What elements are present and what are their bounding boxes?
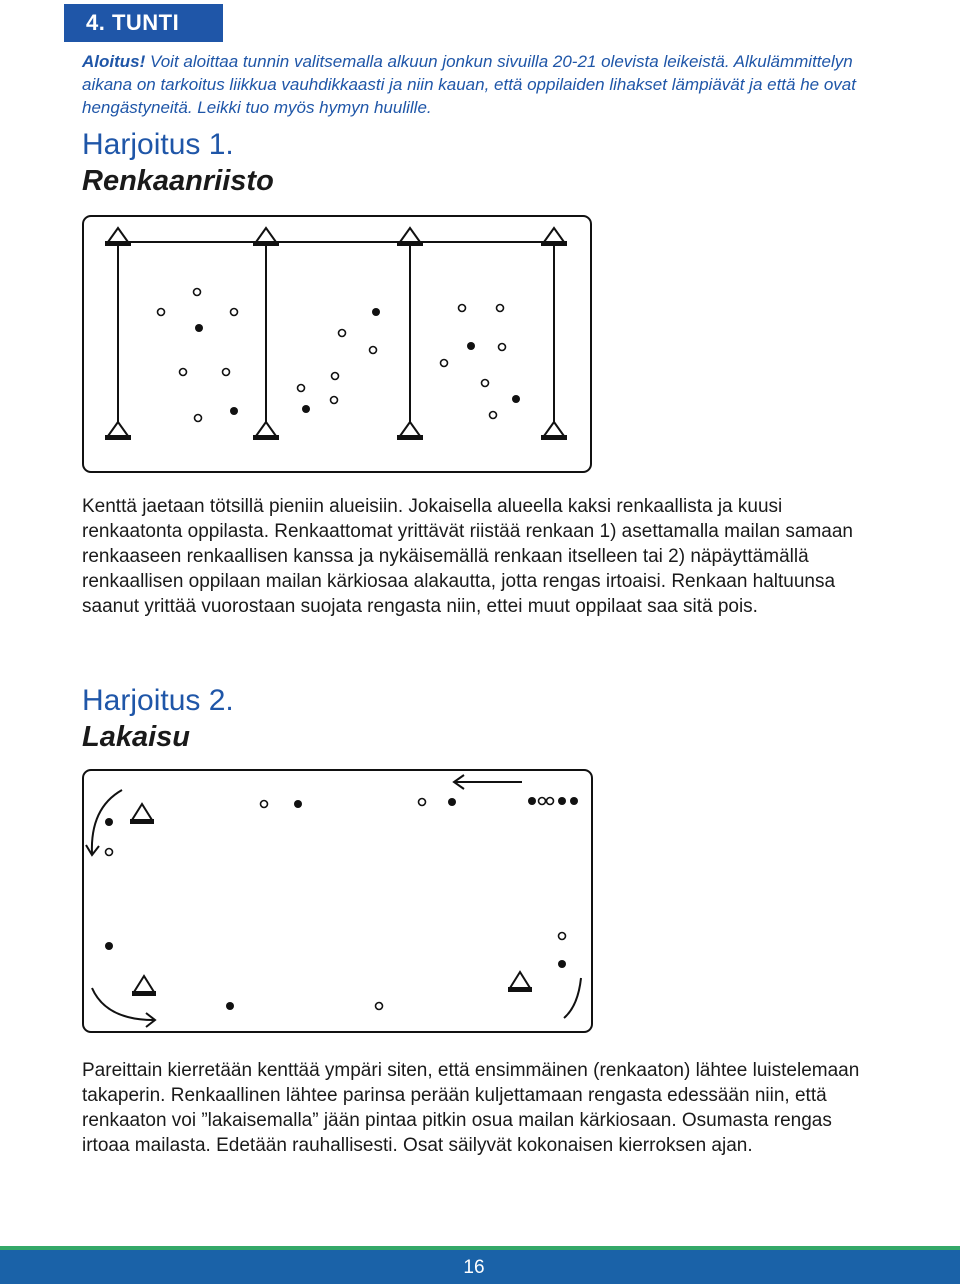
player-with-ring: [467, 342, 475, 350]
player-with-ring: [105, 942, 113, 950]
player-without-ring: [158, 309, 165, 316]
exercise-2-description: Pareittain kierretään kenttää ympäri siten, että ensimmäinen (renkaaton) lähtee luistelemaan takaperin. Renkaallinen lähtee parinsa perään kuljettamaan rengasta edessään niin, että renkaaton voi ”lakaisemalla” jään pintaa pitkin osua mailan kärkiosaan. Osumasta rengas irtoaa mailasta. Edetään rauhallisesti. Osat säilyvät kokonaisen kierroksen ajan.: [82, 1060, 860, 1156]
player-without-ring: [490, 412, 497, 419]
player-without-ring: [194, 289, 201, 296]
player-without-ring: [419, 799, 426, 806]
player-without-ring: [298, 385, 305, 392]
player-with-ring: [302, 405, 310, 413]
intro-text: Voit aloittaa tunnin valitsemalla alkuun jonkun sivuilla 20-21 olevista leikeistä. Alkulämmittelyn aikana on tarkoitus liikkua vauhdikkaasti ja niin kauan, että oppilaiden lihakset lämpiävät ja että he ovat hengästyneitä. Leikki tuo myös hymyn huulille.: [82, 52, 856, 117]
player-with-ring: [226, 1002, 234, 1010]
player-without-ring: [370, 347, 377, 354]
exercise-2-title: Lakaisu: [82, 721, 190, 753]
cone-icon: [542, 422, 566, 439]
player-without-ring: [331, 397, 338, 404]
exercise-1-diagram: [76, 212, 596, 476]
player-without-ring: [499, 344, 506, 351]
direction-arrow: [564, 978, 581, 1018]
player-with-ring: [294, 800, 302, 808]
rink-outline: [83, 216, 591, 472]
cone-icon: [254, 228, 278, 245]
player-without-ring: [547, 798, 554, 805]
player-with-ring: [512, 395, 520, 403]
player-with-ring: [558, 797, 566, 805]
player-with-ring: [105, 818, 113, 826]
player-without-ring: [559, 933, 566, 940]
cone-icon: [398, 422, 422, 439]
player-without-ring: [332, 373, 339, 380]
exercise-2-diagram: [76, 766, 600, 1036]
player-without-ring: [441, 360, 448, 367]
player-without-ring: [539, 798, 546, 805]
cone-icon: [398, 228, 422, 245]
player-with-ring: [195, 324, 203, 332]
player-without-ring: [261, 801, 268, 808]
player-without-ring: [180, 369, 187, 376]
player-with-ring: [372, 308, 380, 316]
exercise-1-title: Renkaanriisto: [82, 165, 274, 197]
cone-icon: [254, 422, 278, 439]
cone-icon: [542, 228, 566, 245]
exercise-2-heading: Harjoitus 2.: [82, 684, 234, 717]
player-with-ring: [570, 797, 578, 805]
player-without-ring: [231, 309, 238, 316]
player-with-ring: [230, 407, 238, 415]
player-without-ring: [223, 369, 230, 376]
cone-icon: [106, 228, 130, 245]
cone-icon: [509, 972, 531, 991]
player-without-ring: [376, 1003, 383, 1010]
player-without-ring: [497, 305, 504, 312]
page-number: 16: [440, 1250, 508, 1284]
intro-lead: Aloitus!: [82, 52, 146, 71]
section-header: 4. TUNTI: [64, 4, 223, 42]
intro-paragraph: [82, 50, 882, 119]
player-without-ring: [339, 330, 346, 337]
cone-icon: [133, 976, 155, 995]
player-without-ring: [195, 415, 202, 422]
player-with-ring: [448, 798, 456, 806]
cone-icon: [106, 422, 130, 439]
rink-outline: [83, 770, 592, 1032]
exercise-1-heading: Harjoitus 1.: [82, 128, 234, 161]
player-without-ring: [459, 305, 466, 312]
player-without-ring: [482, 380, 489, 387]
cone-icon: [131, 804, 153, 823]
player-without-ring: [106, 849, 113, 856]
exercise-1-description: Kenttä jaetaan tötsillä pieniin alueisiin. Jokaisella alueella kaksi renkaallista ja kuusi renkaatonta oppilasta. Renkaattomat yrittävät riistää renkaan 1) asettamalla mailan samaan renkaaseen renkaallisen kanssa ja nykäisemällä renkaan itselleen tai 2) näpäyttämällä renkaallisen oppilaan mailan kärkiosaa alakautta, jotta rengas irtoaisi. Renkaan haltuunsa saanut yrittää vuorostaan suojata rengasta niin, ettei muut oppilaat saa sitä pois.: [82, 496, 853, 617]
player-with-ring: [528, 797, 536, 805]
player-with-ring: [558, 960, 566, 968]
